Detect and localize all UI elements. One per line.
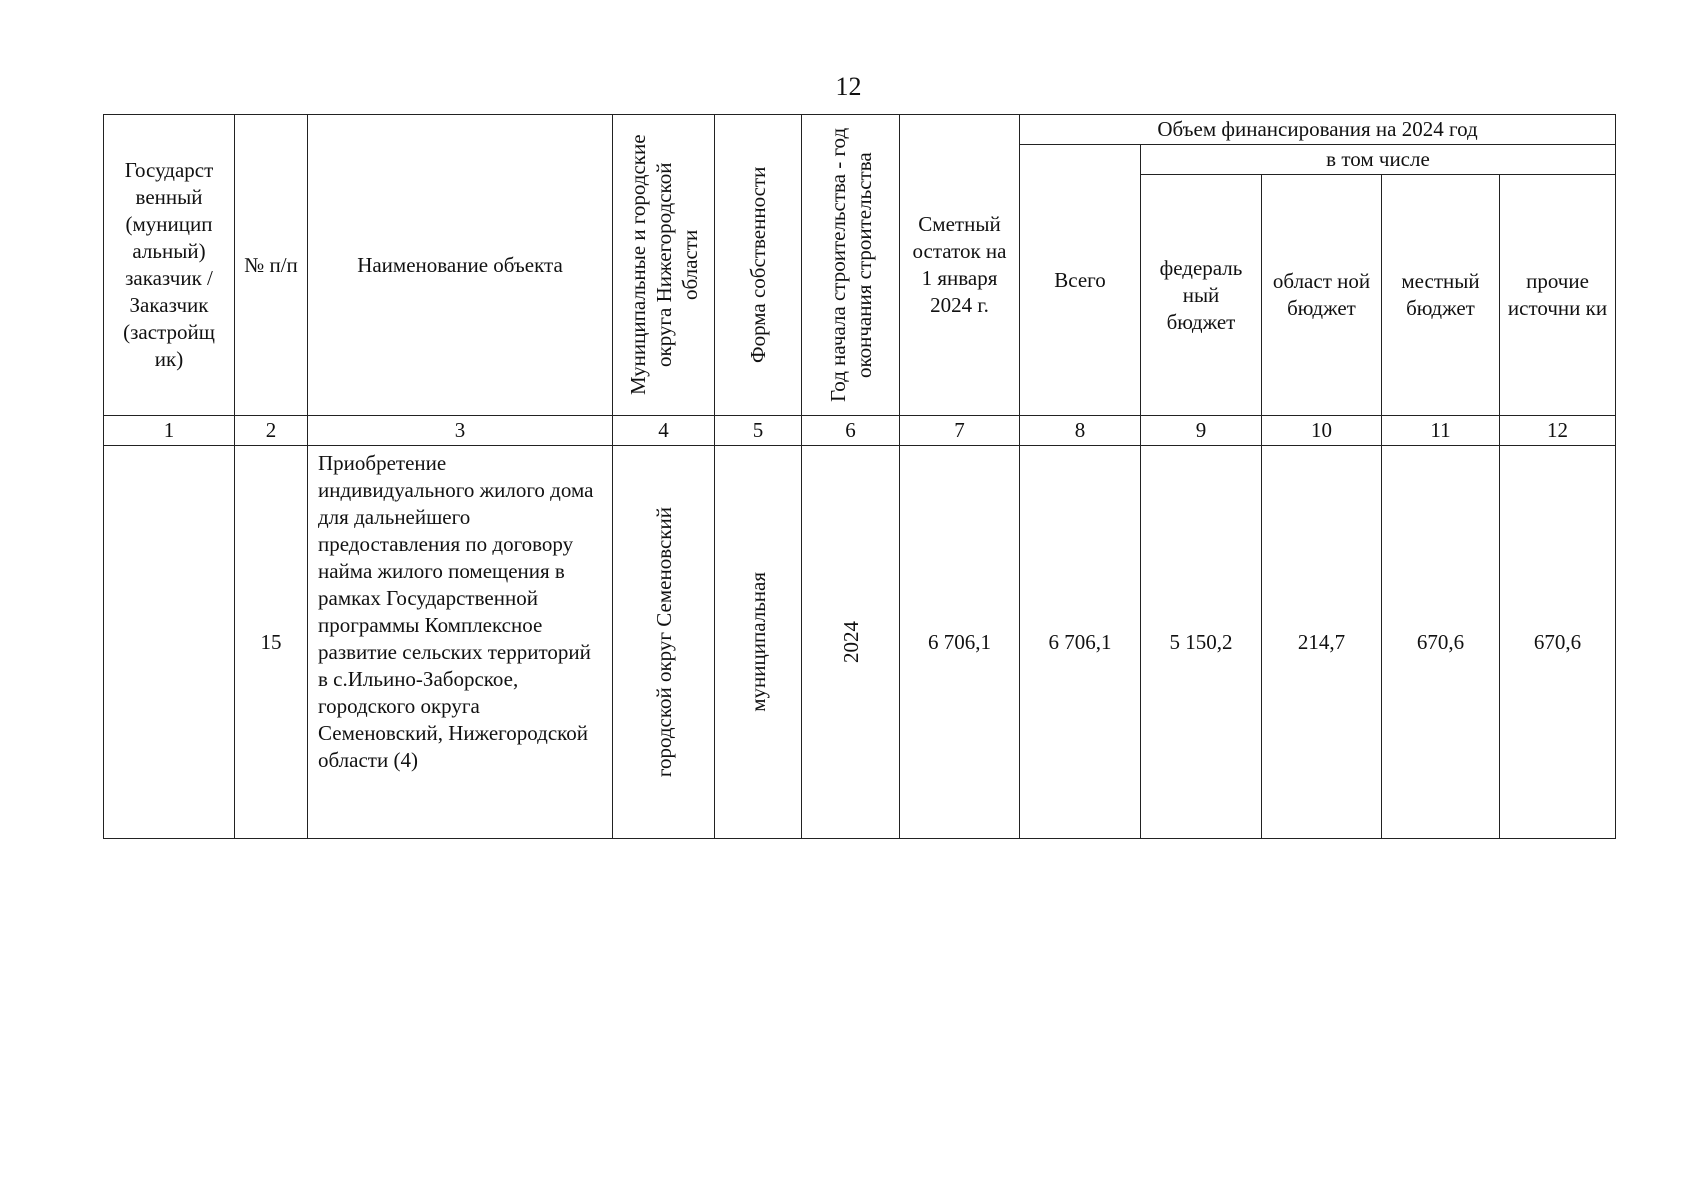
cell-municipality: городской округ Семеновский xyxy=(613,446,715,839)
cell-name: Приобретение индивидуального жилого дома для дальнейшего предоставления по договору найма жилого помещения в рамках Государственной программы Комплексное развитие сельских территорий в с.Ильино-Заборское, городского округа Семеновский, Нижегородской области (4) xyxy=(308,446,613,839)
cell-federal: 5 150,2 xyxy=(1141,446,1262,839)
cell-estimate: 6 706,1 xyxy=(900,446,1020,839)
column-number-row xyxy=(104,416,1616,446)
column-number: 2 xyxy=(235,416,308,446)
header-municipality: Муниципальные и городские округа Нижегородской области xyxy=(613,115,715,416)
header-including: в том числе xyxy=(1141,145,1616,175)
column-number: 3 xyxy=(308,416,613,446)
header-total: Всего xyxy=(1020,145,1141,416)
header-federal: федераль ный бюджет xyxy=(1141,175,1262,416)
page-number: 12 xyxy=(835,72,862,101)
cell-regional: 214,7 xyxy=(1262,446,1382,839)
table-row xyxy=(104,446,1616,839)
header-num: № п/п xyxy=(235,115,308,416)
header-other: прочие источни ки xyxy=(1500,175,1616,416)
column-number: 11 xyxy=(1382,416,1500,446)
cell-total: 6 706,1 xyxy=(1020,446,1141,839)
column-number: 8 xyxy=(1020,416,1141,446)
column-number: 1 xyxy=(104,416,235,446)
cell-customer xyxy=(104,446,235,839)
cell-num: 15 xyxy=(235,446,308,839)
financing-table xyxy=(103,114,1616,839)
header-funding-group: Объем финансирования на 2024 год xyxy=(1020,115,1616,145)
column-number: 9 xyxy=(1141,416,1262,446)
header-ownership: Форма собственности xyxy=(715,115,802,416)
cell-local: 670,6 xyxy=(1382,446,1500,839)
column-number: 10 xyxy=(1262,416,1382,446)
cell-ownership: муниципальная xyxy=(715,446,802,839)
header-estimate: Сметный остаток на 1 января 2024 г. xyxy=(900,115,1020,416)
column-number: 5 xyxy=(715,416,802,446)
cell-other: 670,6 xyxy=(1500,446,1616,839)
column-number: 7 xyxy=(900,416,1020,446)
cell-years: 2024 xyxy=(802,446,900,839)
header-years: Год начала строительства - год окончания строительства xyxy=(802,115,900,416)
column-number: 12 xyxy=(1500,416,1616,446)
header-customer: Государст венный (муницип альный) заказчик / Заказчик (застройщ ик) xyxy=(104,115,235,416)
header-name: Наименование объекта xyxy=(308,115,613,416)
column-number: 4 xyxy=(613,416,715,446)
header-regional: област ной бюджет xyxy=(1262,175,1382,416)
header-local: местный бюджет xyxy=(1382,175,1500,416)
column-number: 6 xyxy=(802,416,900,446)
